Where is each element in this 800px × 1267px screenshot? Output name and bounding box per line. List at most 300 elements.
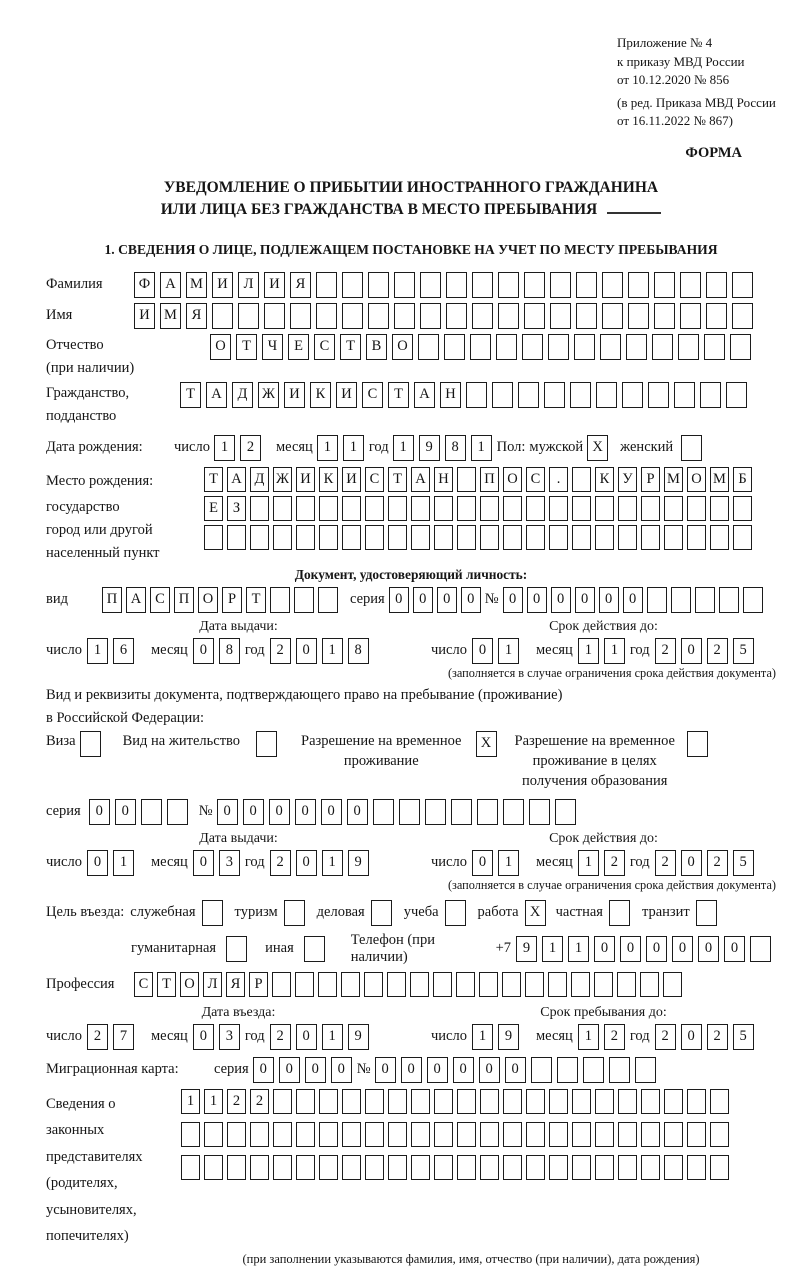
char-cell: С [314,334,335,360]
purpose-option-other: иная [265,936,325,962]
char-cell: 8 [348,638,369,664]
char-cell: 1 [568,936,589,962]
char-cell [704,334,725,360]
char-cell [600,334,621,360]
char-cell: 1 [471,435,492,461]
char-cell [628,303,649,329]
residence-valid-day-cells [472,850,524,876]
char-cell [364,972,383,997]
char-cell: А [160,272,181,298]
char-cell [524,303,545,329]
char-cell [295,972,314,997]
residence-number-cells [217,799,581,825]
char-cell: 8 [445,435,466,461]
char-cell [710,496,729,521]
profession-label: Профессия [46,975,115,992]
migration-card-row [46,1057,776,1083]
purpose-option-transit: транзит [642,900,717,926]
char-cell [654,303,675,329]
char-cell [572,525,591,550]
entry-date-heading: Дата въезда: [201,1004,276,1020]
char-cell [479,972,498,997]
residence-valid-note: (заполняется в случае ограничения срока действия документа) [447,877,776,892]
char-cell [687,731,708,757]
char-cell [167,799,188,825]
char-cell [444,334,465,360]
char-cell: 5 [733,850,754,876]
char-cell [365,496,384,521]
form-title-line2: ИЛИ ЛИЦА БЕЗ ГРАЖДАНСТВА В МЕСТО ПРЕБЫВАНИЯ [46,199,776,221]
char-cell: 0 [375,1057,396,1083]
representatives-label: Сведения о законных представителях (родителях, усыновителях, попечителях) [46,1095,143,1244]
char-cell: Т [180,382,201,408]
char-cell: 5 [733,638,754,664]
char-cell [635,1057,656,1083]
char-cell [648,382,669,408]
char-cell [284,900,305,926]
entry-purpose-row1 [46,900,776,926]
char-cell [572,1122,591,1147]
char-cell: 1 [87,638,108,664]
phone-prefix: +7 [495,940,511,956]
char-cell [503,496,522,521]
char-cell [434,1122,453,1147]
char-cell [411,1122,430,1147]
residence-permit-option [123,731,277,757]
char-cell: 0 [331,1057,352,1083]
char-cell [526,1089,545,1114]
char-cell: О [687,467,706,492]
char-cell [710,525,729,550]
char-cell [525,972,544,997]
annex-line: Приложение № 4 [617,35,713,50]
purpose-work-checkbox [525,900,546,926]
birth-place-label: Место рождения: государство город или другой населенный пункт [46,472,160,561]
char-cell [664,1122,683,1147]
char-cell: 2 [655,1024,676,1050]
birth-month-cells [317,435,369,461]
char-cell: 0 [269,799,290,825]
char-cell: 3 [219,850,240,876]
char-cell: Т [388,467,407,492]
char-cell [373,799,394,825]
char-cell: 9 [348,1024,369,1050]
char-cell [572,496,591,521]
surname-row [46,272,776,298]
char-cell: 9 [498,1024,519,1050]
char-cell [388,1122,407,1147]
char-cell: 1 [604,638,625,664]
residence-issue-day-cells [87,850,139,876]
char-cell [730,334,751,360]
char-cell [388,496,407,521]
birth-place-row1 [204,467,756,492]
char-cell: 1 [498,638,519,664]
birth-day-cells [214,435,266,461]
char-cell [480,525,499,550]
char-cell [641,525,660,550]
residence-valid-year-cells [655,850,759,876]
char-cell [457,496,476,521]
char-cell [296,1089,315,1114]
doc-series-label: серия [350,591,385,607]
doc-valid-day-cells [472,638,524,664]
patronymic-row [46,334,776,380]
char-cell: 5 [733,1024,754,1050]
char-cell: 6 [113,638,134,664]
sex-female-label: женский [620,439,674,455]
char-cell [418,334,439,360]
char-cell: Н [440,382,461,408]
char-cell: С [526,467,545,492]
temp-permit-checkbox [476,731,497,757]
stay-year-cells [655,1024,759,1050]
char-cell: 0 [193,638,214,664]
char-cell [594,972,613,997]
visa-checkbox [80,731,101,757]
char-cell [583,1057,604,1083]
char-cell: 2 [250,1089,269,1114]
char-cell [316,272,337,298]
char-cell [524,272,545,298]
char-cell [446,272,467,298]
representatives-row2 [181,1122,733,1147]
visa-option [46,731,101,757]
char-cell [388,1155,407,1180]
char-cell: 0 [527,587,547,613]
char-cell: 2 [707,850,728,876]
char-cell: Р [222,587,242,613]
doc-series-cells [389,587,485,613]
char-cell: 1 [578,638,599,664]
char-cell [628,272,649,298]
firstname-cells [134,303,758,329]
char-cell: Д [232,382,253,408]
char-cell: Р [641,467,660,492]
char-cell: 0 [505,1057,526,1083]
char-cell: 0 [461,587,481,613]
char-cell [664,525,683,550]
char-cell: 0 [279,1057,300,1083]
char-cell: 0 [193,850,214,876]
char-cell [141,799,162,825]
char-cell: Т [236,334,257,360]
sex-label: Пол: [496,439,526,455]
char-cell [457,1122,476,1147]
char-cell [498,303,519,329]
char-cell [706,303,727,329]
residence-number-label: № [198,803,213,819]
char-cell [342,303,363,329]
char-cell: Я [186,303,207,329]
char-cell [250,525,269,550]
birth-place-cells [204,467,756,554]
residence-permit-checkbox [256,731,277,757]
char-cell [719,587,739,613]
char-cell: И [296,467,315,492]
purpose-commercial-checkbox [371,900,392,926]
doc-issue-year-cells [270,638,374,664]
char-cell [273,1089,292,1114]
patronymic-label: Отчество (при наличии) [46,334,210,380]
char-cell [80,731,101,757]
char-cell [680,303,701,329]
char-cell [319,1155,338,1180]
char-cell [342,496,361,521]
char-cell [602,303,623,329]
char-cell [647,587,667,613]
char-cell [609,900,630,926]
annex-line: (в ред. Приказа МВД России [617,94,776,110]
char-cell [680,272,701,298]
char-cell [641,1122,660,1147]
char-cell [574,334,595,360]
residence-permit-label: Вид на жительство [122,732,241,749]
char-cell: 0 [472,850,493,876]
migration-series-label: серия [214,1061,249,1077]
char-cell [618,1089,637,1114]
char-cell [318,972,337,997]
char-cell [640,972,659,997]
char-cell [250,496,269,521]
sex-male-checkbox [587,435,608,461]
char-cell: 0 [681,638,702,664]
residence-series-cells [89,799,193,825]
char-cell: В [366,334,387,360]
char-cell: О [392,334,413,360]
char-cell [480,1089,499,1114]
char-cell: 0 [347,799,368,825]
char-cell [420,303,441,329]
char-cell: 2 [227,1089,246,1114]
char-cell [548,972,567,997]
stay-month-cells [578,1024,630,1050]
char-cell [318,587,338,613]
char-cell: Р [249,972,268,997]
doc-kind-cells [102,587,342,613]
char-cell [470,334,491,360]
char-cell: П [480,467,499,492]
char-cell [480,496,499,521]
char-cell [272,972,291,997]
char-cell: 1 [322,1024,343,1050]
doc-valid-year-cells [655,638,759,664]
annex-line: к приказу МВД России [617,53,745,69]
char-cell [457,1155,476,1180]
char-cell [654,272,675,298]
char-cell: 0 [253,1057,274,1083]
char-cell [549,525,568,550]
char-cell [570,382,591,408]
char-cell [595,496,614,521]
visa-label: Виза [46,732,76,749]
char-cell [457,467,476,492]
char-cell [202,900,223,926]
char-cell [503,525,522,550]
char-cell: 0 [321,799,342,825]
char-cell: 0 [295,799,316,825]
char-cell: А [411,467,430,492]
purpose-other-checkbox [304,936,325,962]
char-cell: Ч [262,334,283,360]
char-cell [387,972,406,997]
migration-series-cells [253,1057,357,1083]
char-cell: Д [250,467,269,492]
char-cell [227,1155,246,1180]
char-cell [342,525,361,550]
char-cell [526,1122,545,1147]
title-blank-underline [607,199,661,214]
doc-valid-month-cells [578,638,630,664]
residence-issue-month-cells [193,850,245,876]
char-cell: С [134,972,153,997]
char-cell: 2 [707,1024,728,1050]
residence-doc-intro1: Вид и реквизиты документа, подтверждающего право на пребывание (проживание) [46,686,563,703]
char-cell [204,525,223,550]
char-cell [365,1155,384,1180]
char-cell: 2 [604,1024,625,1050]
char-cell [319,496,338,521]
annex-line: от 10.12.2020 № 856 [617,72,730,87]
char-cell: 1 [542,936,563,962]
firstname-row [46,303,776,329]
edu-permit-label: Разрешение на временное проживание в целях получения образования [514,732,675,789]
char-cell [319,525,338,550]
purpose-business-checkbox [202,900,223,926]
char-cell [696,900,717,926]
char-cell [522,334,543,360]
char-cell [411,525,430,550]
char-cell: 1 [393,435,414,461]
purpose-option-work: работа X [478,900,546,926]
sex-male-label: мужской [529,439,584,455]
char-cell: 0 [623,587,643,613]
char-cell [457,525,476,550]
char-cell [555,799,576,825]
temp-permit-label: Разрешение на временное проживание [301,732,462,769]
char-cell [531,1057,552,1083]
char-cell [457,1089,476,1114]
migration-number-cells [375,1057,661,1083]
char-cell [595,1155,614,1180]
char-cell [480,1122,499,1147]
char-cell: 2 [240,435,261,461]
birth-year-label: год [368,439,389,455]
char-cell: 0 [389,587,409,613]
char-cell: 1 [472,1024,493,1050]
char-cell [618,1122,637,1147]
char-cell: 0 [437,587,457,613]
char-cell [733,496,752,521]
char-cell: О [180,972,199,997]
doc-issue-day-cells [87,638,139,664]
char-cell: 0 [453,1057,474,1083]
char-cell [472,303,493,329]
char-cell: 0 [89,799,110,825]
char-cell: 0 [575,587,595,613]
char-cell: 0 [401,1057,422,1083]
char-cell [595,525,614,550]
char-cell [674,382,695,408]
char-cell [571,972,590,997]
char-cell [434,1155,453,1180]
char-cell [576,303,597,329]
char-cell: 0 [479,1057,500,1083]
char-cell [503,1155,522,1180]
patronymic-cells [210,334,756,360]
char-cell [411,1089,430,1114]
char-cell [602,272,623,298]
char-cell [498,272,519,298]
char-cell [664,496,683,521]
birth-place-row2 [204,496,756,521]
char-cell: И [336,382,357,408]
representatives-cells [181,1089,733,1184]
char-cell [518,382,539,408]
char-cell: . [549,467,568,492]
char-cell [695,587,715,613]
char-cell [502,972,521,997]
representatives-block [46,1089,776,1248]
char-cell [270,587,290,613]
char-cell: 0 [724,936,745,962]
char-cell [273,525,292,550]
char-cell: X [476,731,497,757]
char-cell [388,525,407,550]
doc-issue-heading: Дата выдачи: [199,618,278,634]
char-cell: X [587,435,608,461]
doc-issue-month-cells [193,638,245,664]
char-cell [434,496,453,521]
entry-day-cells [87,1024,139,1050]
char-cell [678,334,699,360]
char-cell [549,1089,568,1114]
char-cell [671,587,691,613]
char-cell: А [126,587,146,613]
representatives-note: (при заполнении указываются фамилия, имя, отчество (при наличии), дата рождения) [242,1251,700,1266]
birth-day-label: число [174,439,210,455]
form-title [46,177,776,221]
char-cell [618,525,637,550]
char-cell [434,1089,453,1114]
edu-permit-checkbox [687,731,708,757]
char-cell: Я [226,972,245,997]
char-cell [273,1155,292,1180]
char-cell [273,496,292,521]
identity-doc-row [46,587,776,613]
char-cell [296,1155,315,1180]
char-cell: 1 [317,435,338,461]
surname-cells [134,272,758,298]
char-cell [664,1089,683,1114]
char-cell [496,334,517,360]
char-cell [410,972,429,997]
char-cell [365,525,384,550]
temp-permit-option [301,731,496,771]
char-cell [296,525,315,550]
char-cell [732,272,753,298]
char-cell [256,731,277,757]
residence-permit-options [46,731,776,791]
purpose-option-business: служебная [130,900,222,926]
doc-kind-label: вид [46,591,68,607]
char-cell [641,1089,660,1114]
char-cell [226,936,247,962]
char-cell: Е [204,496,223,521]
char-cell: Т [246,587,266,613]
char-cell: 0 [594,936,615,962]
char-cell: О [503,467,522,492]
